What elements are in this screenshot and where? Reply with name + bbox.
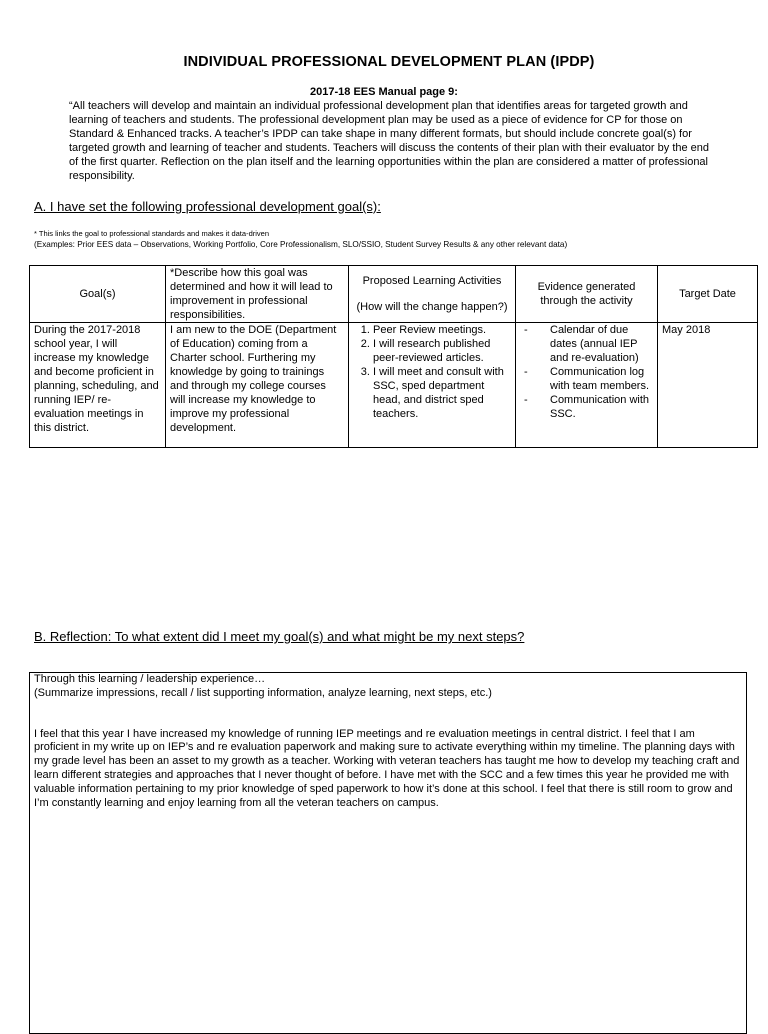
activities-list [353, 323, 511, 421]
goals-table [29, 265, 758, 448]
table-header-row [30, 266, 758, 323]
data-driven-note: * This links the goal to professional standards and makes it data-driven [34, 229, 269, 238]
header-evidence: Evidence generated through the activity [516, 266, 658, 323]
list-item: 2. I will research published peer-reviewed articles. [373, 337, 511, 365]
page-title: INDIVIDUAL PROFESSIONAL DEVELOPMENT PLAN (IPDP) [183, 54, 595, 70]
describe-cell: I am new to the DOE (Department of Education) coming from a Charter school. Furthering my knowledge by going to trainings and through my college courses will increase my knowledge to improve my professional development. [166, 323, 349, 448]
section-b-heading: B. Reflection: To what extent did I meet my goal(s) and what might be my next steps? [34, 629, 525, 644]
header-target-date: Target Date [658, 266, 758, 323]
target-date-cell: May 2018 [658, 323, 758, 448]
table-row [30, 323, 758, 448]
reflection-intro: Through this learning / leadership experience… [34, 673, 266, 685]
list-item: - Communication log with team members. [550, 365, 653, 393]
evidence-list [520, 323, 653, 421]
reflection-instructions: (Summarize impressions, recall / list supporting information, analyze learning, next steps, etc.) [34, 686, 492, 699]
header-activities-title: Proposed Learning Activities [362, 275, 502, 287]
section-a-heading: A. I have set the following professional development goal(s): [34, 199, 381, 214]
goal-cell: During the 2017-2018 school year, I will increase my knowledge and become proficient in planning, scheduling, and running IEP/ re-evaluation meetings in this district. [30, 323, 166, 448]
list-item: - Calendar of due dates (annual IEP and re-evaluation) [550, 323, 653, 365]
manual-quote: “All teachers will develop and maintain an individual professional development plan that identifies areas for targeted growth and learning of teachers and students. The professional development plan may be used as a piece of evidence for CP for those on Standard & Enhanced tracks. A teacher’s IPDP can take shape in many different formats, but should include concrete goal(s) for targeted growth and learning of teacher and students. Teachers will discuss the contents of their plan with their evaluator by the end of the first quarter. Reflection on the plan itself and the learning opportunities within the plan are considered a matter of professional responsibility. [69, 100, 710, 182]
list-item: 1. Peer Review meetings. [373, 323, 511, 337]
list-item: - Communication with SSC. [550, 393, 653, 421]
activities-cell [349, 323, 516, 448]
manual-reference-label: 2017-18 EES Manual page 9: [310, 86, 458, 98]
header-activities [349, 266, 516, 323]
header-describe: *Describe how this goal was determined and how it will lead to improvement in professional responsibilities. [166, 266, 349, 323]
examples-note: (Examples: Prior EES data – Observations, Working Portfolio, Core Professionalism, SLO/SSIO, Student Survey Results & any other relevant data) [34, 240, 568, 249]
reflection-response: I feel that this year I have increased my knowledge of running IEP meetings and re evaluation meetings in central district. I feel that I am proficient in my write up on IEP’s and re evaluation paperwork and making sure to activate everything within my timeline. The planning days with my grade level has been an asset to my growth as a teacher. Working with veteran teachers has taught me how to develop my teaching craft and learn different strategies and approaches that I never thought of before. I have met with the SCC and a few times this year he provided me with valuable information pertaining to my prior knowledge of sped paperwork to how it’s done at this school. I feel that there is still room to grow and I’m constantly learning and enjoy learning from all the veteran teachers on campus. [34, 727, 740, 809]
list-item: 3. I will meet and consult with SSC, sped department head, and district sped teachers. [373, 365, 511, 421]
evidence-cell [516, 323, 658, 448]
reflection-box [29, 672, 747, 1034]
header-activities-subtitle: (How will the change happen?) [356, 301, 508, 313]
header-goal: Goal(s) [30, 266, 166, 323]
